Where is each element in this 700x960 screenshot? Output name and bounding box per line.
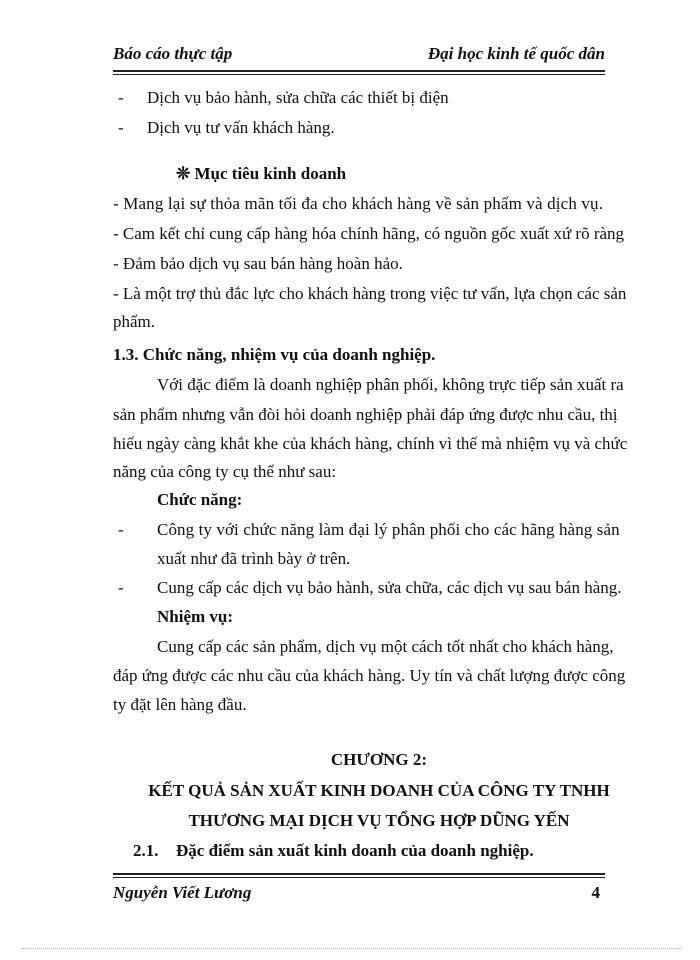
goal-item-5: phẩm. <box>113 312 156 331</box>
paragraph-line-1: Với đặc điểm là doanh nghiệp phân phối, không trực tiếp sản xuất ra <box>157 375 624 394</box>
function-bullet-2: - <box>118 578 124 597</box>
goals-heading: ❊ Mục tiêu kinh doanh <box>176 164 347 183</box>
header-left: Báo cáo thực tập <box>113 44 233 63</box>
function-item-1-line-1: Công ty với chức năng làm đại lý phân phối cho các hãng hàng sản <box>157 520 620 539</box>
duties-line-3: ty đặt lên hàng đầu. <box>113 695 247 714</box>
chapter-number: CHƯƠNG 2: <box>330 750 428 769</box>
functions-label: Chức năng: <box>157 490 243 509</box>
function-bullet-1: - <box>118 520 124 539</box>
section-heading: 1.3. Chức năng, nhiệm vụ của doanh nghiệp. <box>113 345 436 364</box>
duties-label: Nhiệm vụ: <box>157 607 234 626</box>
function-item-2: Cung cấp các dịch vụ bảo hành, sửa chữa, các dịch vụ sau bán hàng. <box>157 578 622 597</box>
goal-item-2: - Cam kết chỉ cung cấp hàng hóa chính hãng, có nguồn gốc xuất xứ rõ ràng <box>113 224 625 243</box>
header-rule <box>113 70 605 72</box>
header-rule-thin <box>113 74 605 75</box>
goal-item-1: - Mang lại sự thỏa mãn tối đa cho khách hàng về sản phẩm và dịch vụ. <box>113 194 604 213</box>
paragraph-line-2: sản phẩm nhưng vẫn đòi hỏi doanh nghiệp phải đáp ứng được nhu cầu, thị <box>113 405 618 424</box>
goal-item-3: - Đảm bảo dịch vụ sau bán hàng hoàn hảo. <box>113 254 403 273</box>
service-bullet-2: - <box>118 118 124 137</box>
page-edge-divider <box>22 948 682 949</box>
service-bullet-1: - <box>118 88 124 107</box>
chapter-title-line-1: KẾT QUẢ SẢN XUẤT KINH DOANH CỦA CÔNG TY TNHH <box>148 781 610 800</box>
duties-line-2: đáp ứng được các nhu cầu của khách hàng. Uy tín và chất lượng được công <box>113 666 626 685</box>
function-item-1-line-2: xuất như đã trình bày ở trên. <box>157 549 351 568</box>
duties-line-1: Cung cấp các sản phẩm, dịch vụ một cách tốt nhất cho khách hàng, <box>157 637 614 656</box>
subsection-number: 2.1. <box>133 841 159 860</box>
service-item-1: Dịch vụ bảo hành, sửa chữa các thiết bị điện <box>147 88 449 107</box>
footer-rule <box>113 873 605 875</box>
chapter-title-line-2: THƯƠNG MẠI DỊCH VỤ TỔNG HỢP DŨNG YẾN <box>188 811 570 830</box>
header-right: Đại học kinh tế quốc dân <box>427 44 605 63</box>
subsection-title: Đặc điểm sản xuất kinh doanh của doanh nghiệp. <box>176 841 534 860</box>
footer-author: Nguyễn Viết Lương <box>113 883 252 902</box>
paragraph-line-4: năng của công ty cụ thể như sau: <box>113 462 337 481</box>
service-item-2: Dịch vụ tư vấn khách hàng. <box>147 118 335 137</box>
page-number: 4 <box>591 883 600 902</box>
paragraph-line-3: hiếu ngày càng khắt khe của khách hàng, chính vì thế mà nhiệm vụ và chức <box>113 434 628 453</box>
footer-rule-thin <box>113 877 605 878</box>
goal-item-4: - Là một trợ thủ đắc lực cho khách hàng trong việc tư vấn, lựa chọn các sản <box>113 284 627 303</box>
